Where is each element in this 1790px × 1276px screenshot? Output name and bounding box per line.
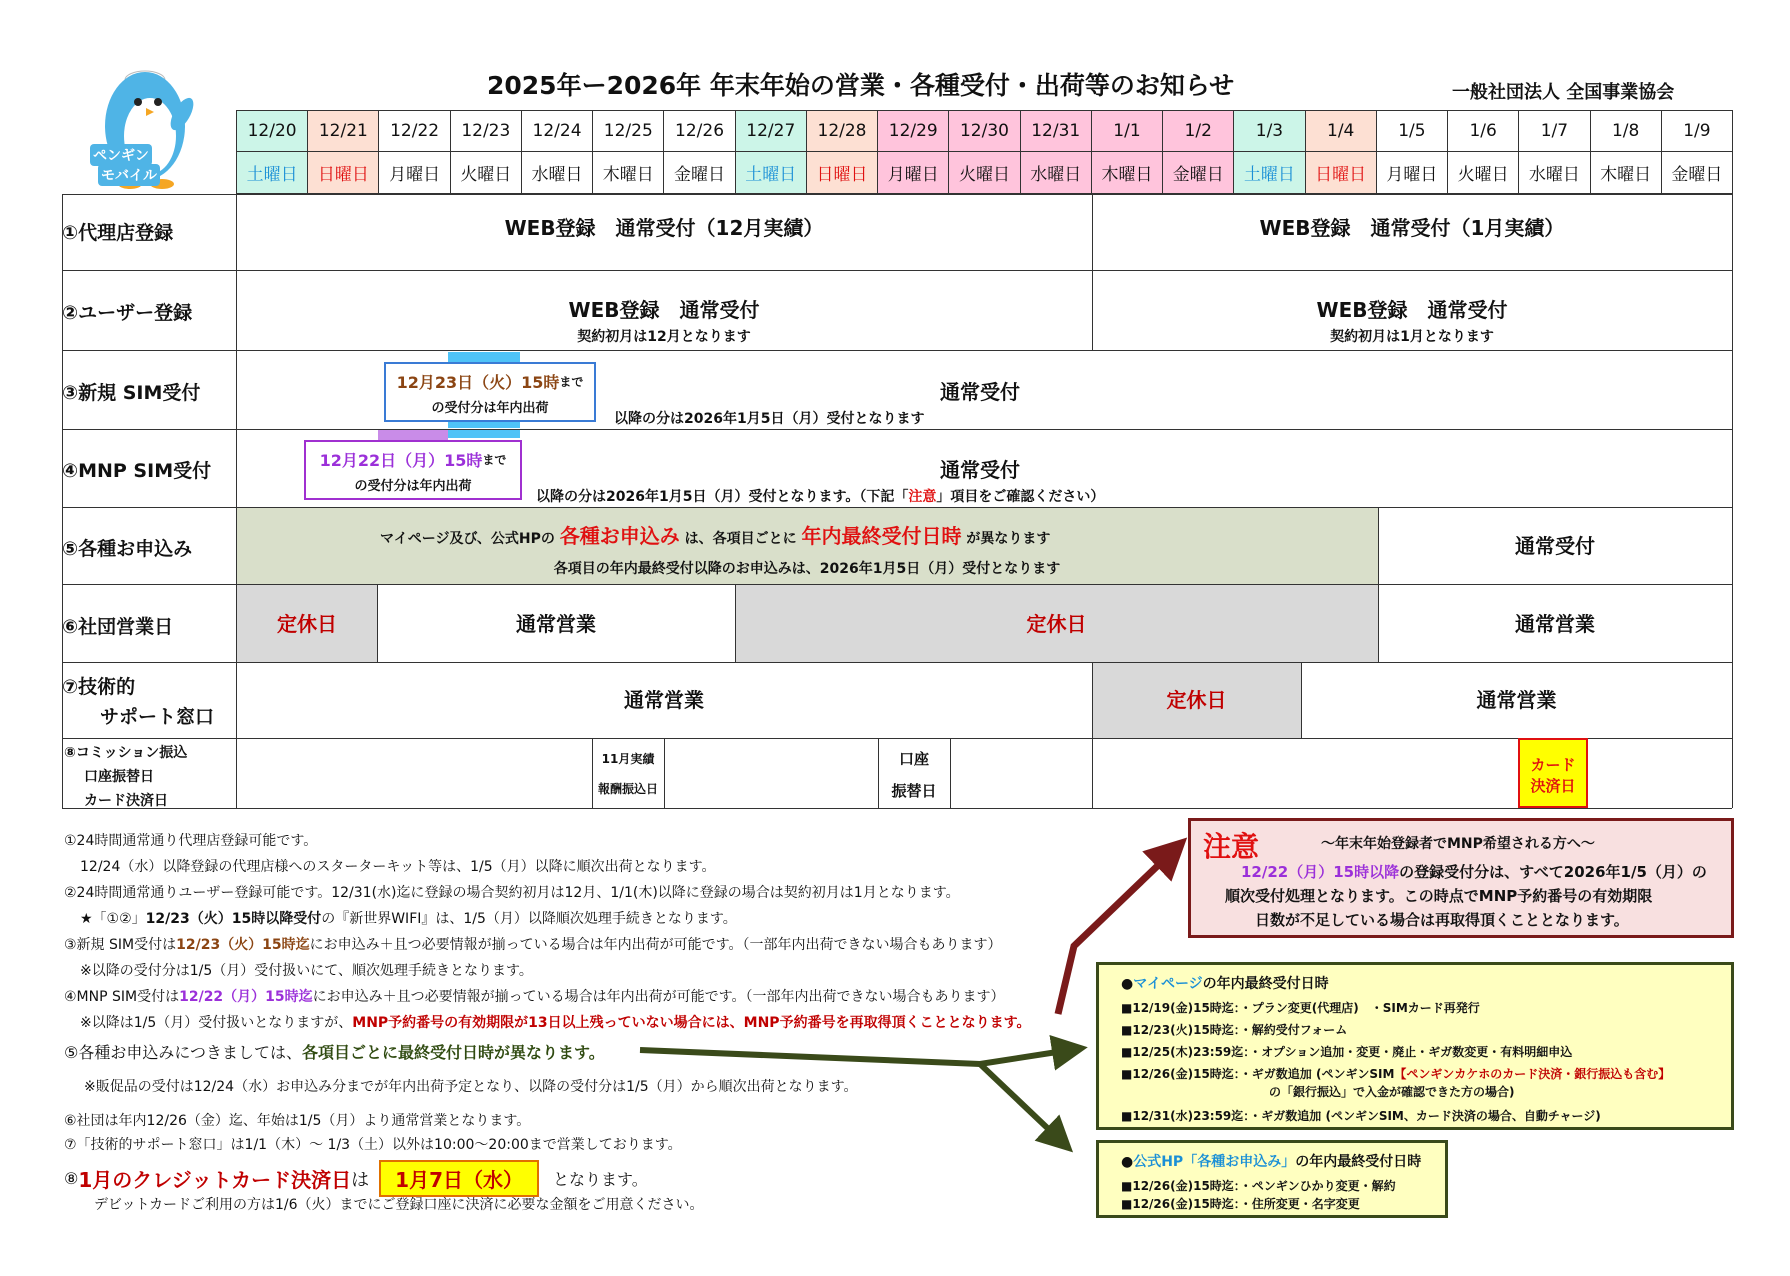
calendar-day: 木曜日 [1590, 151, 1662, 194]
commission-day-b: 報酬振込日 [597, 782, 658, 796]
calendar-date: 12/27 [735, 110, 807, 152]
n3-b: 12/23（火）15時迄 [176, 937, 310, 953]
mypage-title-c: の年内最終受付日時 [1202, 976, 1329, 992]
n8-a: ⑧ [64, 1169, 79, 1188]
n2b-a: ★「①②」 [80, 911, 146, 927]
user-jan-cell: WEB登録 通常受付 [1316, 298, 1508, 322]
logo-text-2: モバイル [98, 164, 160, 186]
row-label-commission-3: カード決済日 [84, 793, 168, 809]
note-8b: デビットカードご利用の方は1/6（火）までにご登録口座に決済に必要な金額をご用意ください。 [94, 1197, 704, 1213]
mypage-arrow [640, 1050, 1070, 1064]
n5-a: ⑤各種お申込みにつきましては、 [64, 1043, 303, 1062]
note-2: ②24時間通常通りユーザー登録可能です。12/31(水)迄に登録の場合契約初月は12月、1/1(木)以降に登録の場合は契約初月は1月となります。 [64, 885, 960, 901]
calendar-date: 1/7 [1518, 110, 1590, 152]
support-closed: 定休日 [1166, 688, 1227, 712]
note-6: ⑥社団は年内12/26（金）迄、年始は1/5（月）より通常営業となります。 [64, 1113, 531, 1129]
mypage-item-4-line2: の「銀行振込」で入金が確認できた方の場合) [1269, 1085, 1515, 1099]
mnp-deadline: 12月22日（月）15時 [319, 451, 483, 470]
calendar-day: 木曜日 [1091, 151, 1163, 194]
caution-line2: 順次受付処理となります。この時点でMNP予約番号の有効期限 [1225, 887, 1653, 905]
row-label-office: ⑥社団営業日 [62, 616, 174, 638]
mnp-normal: 通常受付 [940, 458, 1020, 482]
note-3b: ※以降の受付分は1/5（月）受付扱いにて、順次処理手続きとなります。 [80, 963, 533, 979]
mnp-sub-c: 」項目をご確認ください） [936, 489, 1105, 505]
calendar-day: 土曜日 [1233, 151, 1305, 194]
hp-title [1121, 1151, 1421, 1171]
calendar-day: 火曜日 [948, 151, 1020, 194]
caution-subtitle: ～年末年始登録者でMNP希望される方へ～ [1321, 836, 1595, 852]
calendar-date: 12/30 [948, 110, 1020, 152]
hp-item-1: ■12/26(金)15時迄：・ペンギンひかり変更・解約 [1121, 1179, 1396, 1193]
calendar-date: 1/9 [1661, 110, 1733, 152]
office-open-1: 通常営業 [516, 612, 596, 636]
applications-normal: 通常受付 [1515, 534, 1595, 558]
office-open-2: 通常営業 [1515, 612, 1595, 636]
hp-title-c: の年内最終受付日時 [1295, 1154, 1422, 1170]
app-l1d: 年内最終受付日時 [801, 524, 962, 548]
mypage-title-b: マイページ [1133, 976, 1203, 992]
calendar-date: 1/2 [1162, 110, 1234, 152]
calendar-day: 火曜日 [1447, 151, 1519, 194]
caution-l1a: 12/22（月）15時以降 [1241, 863, 1400, 881]
row-label-applications: ⑤各種お申込み [62, 538, 193, 560]
calendar-day: 土曜日 [236, 151, 308, 194]
calendar-date: 12/22 [378, 110, 450, 152]
n5-b: 各項目ごとに最終受付日時が異なります。 [302, 1043, 605, 1062]
row-label-agency: ①代理店登録 [62, 222, 174, 244]
office-closed-1: 定休日 [277, 612, 337, 636]
caution-title: 注意 [1203, 830, 1260, 863]
page-title: 2025年ー2026年 年末年始の営業・各種受付・出荷等のお知らせ [487, 71, 1235, 100]
support-open-2: 通常営業 [1476, 688, 1557, 712]
calendar-day: 水曜日 [1518, 151, 1590, 194]
calendar-date: 12/29 [877, 110, 949, 152]
calendar-day: 日曜日 [1305, 151, 1377, 194]
row-label-support-1: ⑦技術的 [62, 676, 136, 698]
note-5b: ※販促品の受付は12/24（水）お申込み分までが年内出荷予定となり、以降の受付分は1/5（月）から順次出荷となります。 [84, 1079, 858, 1095]
mnp-made: まで [482, 453, 507, 467]
office-closed-2: 定休日 [1026, 612, 1087, 636]
app-l1a: マイページ及び、公式HPの [380, 531, 555, 547]
org-name: 一般社団法人 全国事業協会 [1452, 82, 1675, 103]
caution-box [1188, 818, 1734, 938]
n4-b: 12/22（月）15時迄 [179, 989, 313, 1005]
n8-b: 1月のクレジットカード決済日 [78, 1168, 352, 1192]
mypage-item-3: ■12/25(木)23:59迄：・オプション追加・変更・廃止・ギガ数変更・有料明細申込 [1121, 1045, 1573, 1059]
app-l1b: 各種お申込み [559, 524, 680, 548]
mypage-item-1: ■12/19(金)15時迄：・プラン変更(代理店) ・SIMカード再発行 [1121, 1001, 1480, 1015]
calendar-day: 金曜日 [1162, 151, 1234, 194]
row-label-commission-1: ⑧コミッション振込 [64, 745, 188, 761]
user-dec-cell: WEB登録 通常受付 [568, 298, 760, 322]
calendar-date: 12/26 [663, 110, 735, 152]
mypage-title-a: ● [1121, 976, 1134, 992]
calendar-day: 月曜日 [378, 151, 450, 194]
n2b-b: 12/23（火）15時以降受付 [145, 911, 322, 927]
mypage-item-4-red: 【ペンギンカケホのカード決済・銀行振込も含む】 [1394, 1067, 1671, 1081]
mnp-sub-a: 以降の分は2026年1月5日（月）受付となります。（下記「 [536, 489, 909, 505]
caution-line1 [1241, 861, 1707, 882]
n8-c: は [351, 1169, 370, 1191]
user-dec-sub: 契約初月は12月となります [577, 329, 751, 345]
row-label-commission-2: 口座振替日 [84, 769, 154, 785]
calendar-date: 12/24 [521, 110, 593, 152]
new-sim-box-line2: の受付分は年内出荷 [431, 401, 549, 416]
calendar-day: 水曜日 [521, 151, 593, 194]
calendar-day: 水曜日 [1020, 151, 1092, 194]
calendar-day: 土曜日 [735, 151, 807, 194]
mypage-item-5: ■12/31(水)23:59迄：・ギガ数追加 (ペンギンSIM、カード決済の場合、自動チャージ) [1121, 1109, 1601, 1123]
n4b-a: ※以降は1/5（月）受付扱いとなりますが、 [80, 1015, 353, 1031]
app-l1e: が異なります [966, 531, 1051, 547]
calendar-date: 12/25 [592, 110, 664, 152]
hp-title-b: 公式HP「各種お申込み」 [1133, 1154, 1296, 1170]
note-1b: 12/24（水）以降登録の代理店様へのスターターキット等は、1/5（月）以降に順次出荷となります。 [80, 859, 716, 875]
n4b-b: MNP予約番号の有効期限が13日以上残っていない場合には、MNP予約番号を再取得頂くこととなります。 [352, 1015, 1031, 1031]
calendar-day: 金曜日 [663, 151, 735, 194]
logo-text-1: ペンギン [90, 144, 152, 166]
calendar-day: 火曜日 [450, 151, 522, 194]
new-sim-deadline: 12月23日（火）15時 [396, 373, 560, 392]
calendar-day: 日曜日 [806, 151, 878, 194]
mnp-box-line2: の受付分は年内出荷 [354, 479, 472, 494]
calendar-date: 1/1 [1091, 110, 1163, 152]
calendar-date: 12/21 [307, 110, 379, 152]
card-day-b: 決済日 [1530, 777, 1576, 795]
user-jan-sub: 契約初月は1月となります [1330, 329, 1494, 345]
calendar-date: 1/6 [1447, 110, 1519, 152]
n8-d: となります。 [553, 1170, 648, 1189]
debit-day-b: 振替日 [891, 782, 937, 800]
calendar-date: 1/5 [1376, 110, 1448, 152]
mypage-title [1121, 973, 1329, 993]
calendar-day: 金曜日 [1661, 151, 1733, 194]
mypage-item-4 [1121, 1065, 1670, 1082]
hp-title-a: ● [1121, 1154, 1134, 1170]
card-date-box: 1月7日（水） [379, 1160, 539, 1197]
caution-line3: 日数が不足している場合は再取得頂くこととなります。 [1255, 911, 1629, 929]
note-1: ①24時間通常通り代理店登録可能です。 [64, 833, 318, 849]
hp-box [1096, 1140, 1448, 1218]
app-l1c: は、各項目ごとに [684, 531, 797, 547]
agency-jan-cell: WEB登録 通常受付（1月実績） [1259, 216, 1565, 240]
n4-a: ④MNP SIM受付は [64, 989, 180, 1005]
new-sim-normal: 通常受付 [940, 380, 1020, 404]
commission-day-a: 11月実績 [601, 752, 655, 766]
applications-line2: 各項目の年内最終受付以降のお申込みは、2026年1月5日（月）受付となります [553, 561, 1061, 577]
agency-dec-cell: WEB登録 通常受付（12月実績） [504, 216, 824, 240]
row-label-user: ②ユーザー登録 [62, 302, 193, 324]
row-label-mnp-sim: ④MNP SIM受付 [62, 460, 212, 482]
new-sim-made: まで [559, 375, 584, 389]
n3-a: ③新規 SIM受付は [64, 937, 177, 953]
calendar-day: 月曜日 [877, 151, 949, 194]
card-day-a: カード [1530, 756, 1576, 774]
hp-item-2: ■12/26(金)15時迄：・住所変更・名字変更 [1121, 1197, 1360, 1211]
calendar-day: 日曜日 [307, 151, 379, 194]
calendar-date: 1/4 [1305, 110, 1377, 152]
support-open-1: 通常営業 [624, 688, 704, 712]
hp-arrow [980, 1064, 1060, 1140]
calendar-date: 1/8 [1590, 110, 1662, 152]
mypage-item-2: ■12/23(火)15時迄：・解約受付フォーム [1121, 1023, 1348, 1037]
mypage-box [1096, 962, 1734, 1130]
mnp-sub-caution: 注意 [908, 489, 937, 505]
caution-l1b: の登録受付分は、すべて2026年1/5（月）の [1399, 863, 1707, 881]
calendar-day: 月曜日 [1376, 151, 1448, 194]
calendar-date: 1/3 [1233, 110, 1305, 152]
note-7: ⑦「技術的サポート窓口」は1/1（木）～ 1/3（土）以外は10:00～20:00まで営業しております。 [64, 1137, 682, 1153]
calendar-day: 木曜日 [592, 151, 664, 194]
mypage-item-4a: ■12/26(金)15時迄：・ギガ数追加 (ペンギンSIM [1121, 1067, 1395, 1081]
new-sim-sub: 以降の分は2026年1月5日（月）受付となります [614, 411, 925, 427]
calendar-date: 12/28 [806, 110, 878, 152]
calendar-date: 12/31 [1020, 110, 1092, 152]
calendar-date: 12/23 [450, 110, 522, 152]
calendar-date: 12/20 [236, 110, 308, 152]
row-label-new-sim: ③新規 SIM受付 [62, 382, 201, 404]
n4-c: にお申込み＋且つ必要情報が揃っている場合は年内出荷が可能です。（一部年内出荷できない場合もあります） [312, 989, 1005, 1005]
n3-c: にお申込み＋且つ必要情報が揃っている場合は年内出荷が可能です。（一部年内出荷できない場合もあります） [309, 937, 1002, 953]
row-label-support-2: サポート窓口 [100, 706, 215, 728]
debit-day-a: 口座 [898, 750, 929, 768]
n2b-c: の『新世界WIFI』は、1/5（月）以降順次処理手続きとなります。 [321, 911, 737, 927]
